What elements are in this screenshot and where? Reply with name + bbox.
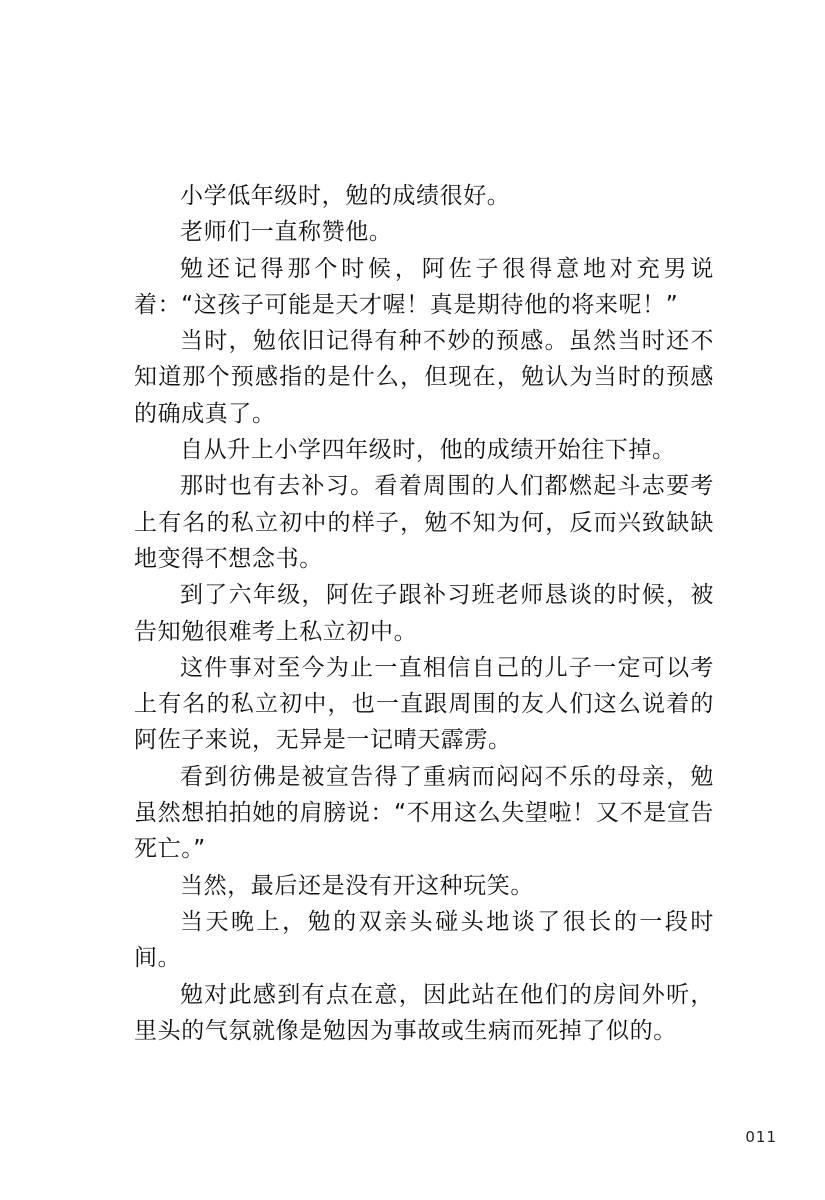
paragraph: 这件事对至今为止一直相信自己的儿子一定可以考上有名的私立初中，也一直跟周围的友人们这么说着的阿佐子来说，无异是一记晴天霹雳。 xyxy=(134,654,714,754)
page-body-text xyxy=(134,178,714,1049)
paragraph: 当天晚上，勉的双亲头碰头地谈了很长的一段时间。 xyxy=(134,908,714,972)
paragraph: 勉对此感到有点在意，因此站在他们的房间外听，里头的气氛就像是勉因为事故或生病而死掉了似的。 xyxy=(134,981,714,1044)
paragraph: 看到彷佛是被宣告得了重病而闷闷不乐的母亲，勉虽然想拍拍她的肩膀说：“不用这么失望啦！又不是宣告死亡。” xyxy=(134,763,714,863)
paragraph: 到了六年级，阿佐子跟补习班老师恳谈的时候，被告知勉很难考上私立初中。 xyxy=(134,582,714,645)
paragraph: 当然，最后还是没有开这种玩笑。 xyxy=(180,872,534,899)
paragraph: 勉还记得那个时候，阿佐子很得意地对充男说着：“这孩子可能是天才喔！真是期待他的将来呢！” xyxy=(134,255,714,318)
paragraph: 老师们一直称赞他。 xyxy=(180,219,393,246)
paragraph: 当时，勉依旧记得有种不妙的预感。虽然当时还不知道那个预感指的是什么，但现在，勉认为当时的预感的确成真了。 xyxy=(134,328,714,427)
paragraph: 自从升上小学四年级时，他的成绩开始往下掉。 xyxy=(180,437,676,464)
paragraph: 那时也有去补习。看着周围的人们都燃起斗志要考上有名的私立初中的样子，勉不知为何，反而兴致缺缺地变得不想念书。 xyxy=(134,473,714,572)
page-number: 011 xyxy=(745,1128,777,1146)
paragraph: 小学低年级时，勉的成绩很好。 xyxy=(180,183,511,209)
